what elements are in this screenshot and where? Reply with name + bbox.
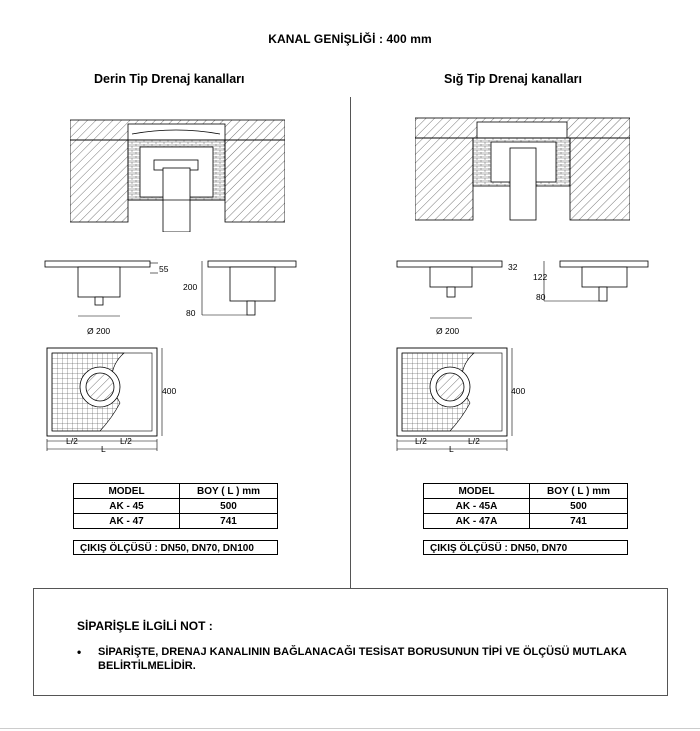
- left-dim-l2-b: L/2: [120, 436, 132, 446]
- right-dim-122: 122: [533, 272, 548, 282]
- right-dim-400: 400: [511, 386, 526, 396]
- right-dim-diam: Ø 200: [436, 326, 460, 336]
- left-subtitle: Derin Tip Drenaj kanalları: [94, 72, 245, 86]
- left-dim-80: 80: [186, 308, 196, 318]
- page-title: KANAL GENİŞLİĞİ : 400 mm: [268, 32, 432, 46]
- table-cell-model: AK - 45: [74, 499, 180, 514]
- table-cell-model: AK - 47A: [424, 514, 530, 529]
- table-row: [74, 514, 278, 529]
- left-dim-400: 400: [162, 386, 177, 396]
- right-profile-drawing: [392, 258, 652, 338]
- right-outlet-sizes: ÇIKIŞ ÖLÇÜSÜ : DN50, DN70: [423, 540, 628, 555]
- right-subtitle: Sığ Tip Drenaj kanalları: [444, 72, 583, 86]
- table-cell-length: 741: [180, 514, 278, 529]
- table-cell-length: 741: [530, 514, 628, 529]
- right-plan-drawing: [392, 343, 532, 455]
- table-header-row: [74, 484, 278, 499]
- left-dim-l: L: [101, 444, 106, 454]
- left-dim-diam: Ø 200: [87, 326, 111, 336]
- bottom-rule: [0, 728, 700, 729]
- left-outlet-sizes: ÇIKIŞ ÖLÇÜSÜ : DN50, DN70, DN100: [73, 540, 278, 555]
- left-profile-drawing: [40, 258, 300, 338]
- table-cell-model: AK - 45A: [424, 499, 530, 514]
- table-header-row: [424, 484, 628, 499]
- right-dim-l2-b: L/2: [468, 436, 480, 446]
- table-cell-model: AK - 47: [74, 514, 180, 529]
- table-row: [424, 499, 628, 514]
- table-header-model: MODEL: [424, 484, 530, 499]
- left-dim-200: 200: [183, 282, 198, 292]
- right-dim-80: 80: [536, 292, 546, 302]
- right-section-drawing: [415, 112, 630, 224]
- right-dim-32: 32: [508, 262, 518, 272]
- left-model-table: [73, 483, 278, 529]
- column-divider: [350, 97, 351, 589]
- right-dim-l2-a: L/2: [415, 436, 427, 446]
- right-model-table: [423, 483, 628, 529]
- note-text: SİPARİŞTE, DRENAJ KANALININ BAĞLANACAĞI TESİSAT BORUSUNUN TİPİ VE ÖLÇÜSÜ MUTLAKA BELİRTİLMELİDİR.: [98, 646, 627, 672]
- left-dim-55: 55: [159, 264, 169, 274]
- table-row: [74, 499, 278, 514]
- note-title: SİPARİŞLE İLGİLİ NOT :: [77, 619, 213, 633]
- bullet-icon: •: [77, 645, 82, 659]
- table-row: [424, 514, 628, 529]
- order-note-box: [33, 588, 668, 696]
- table-cell-length: 500: [530, 499, 628, 514]
- left-plan-drawing: [42, 343, 182, 455]
- table-header-model: MODEL: [74, 484, 180, 499]
- left-dim-l2-a: L/2: [66, 436, 78, 446]
- table-header-length: BOY ( L ) mm: [180, 484, 278, 499]
- left-section-drawing: [70, 112, 285, 232]
- table-header-length: BOY ( L ) mm: [530, 484, 628, 499]
- table-cell-length: 500: [180, 499, 278, 514]
- right-dim-l: L: [449, 444, 454, 454]
